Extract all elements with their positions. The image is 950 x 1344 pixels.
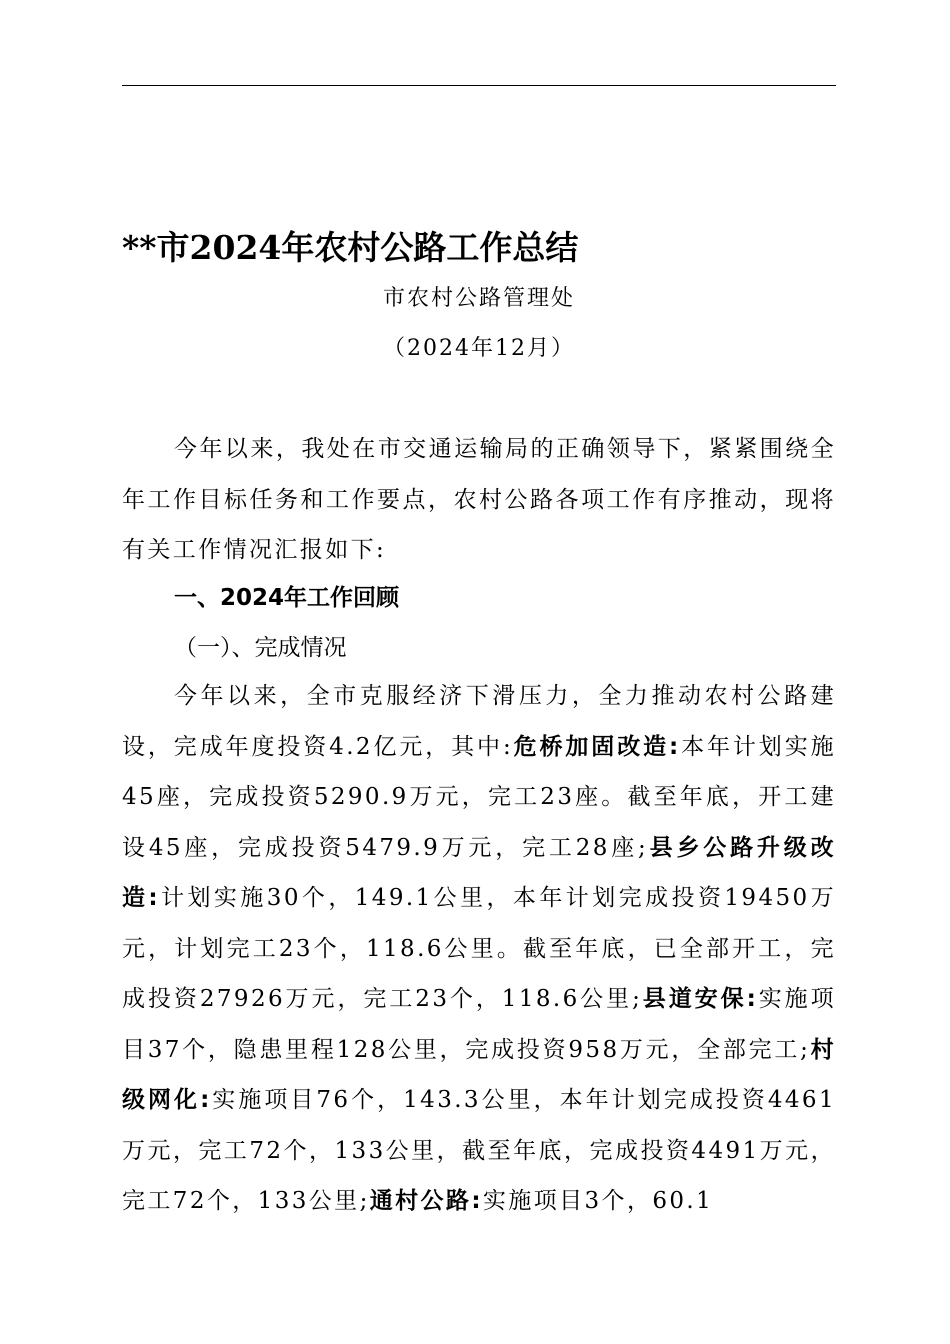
completion-paragraph <box>122 671 836 1227</box>
paragraph-text: 实施项目76个，143.3公里，本年计划完成投资4461万元，完工72个，133公里，截至年底，完成投资4491万元，完工72个，133公里; <box>122 1087 836 1214</box>
paragraph-text: 实施项目3个，60.1 <box>482 1188 714 1214</box>
section-heading: 一、2024年工作回顾 <box>174 585 400 611</box>
intro-paragraph: 今年以来，我处在市交通运输局的正确领导下，紧紧围绕全年工作目标任务和工作要点，农村公路各项工作有序推动，现将有关工作情况汇报如下: <box>122 436 836 563</box>
keyword-village-network: 村级网化: <box>122 1036 836 1113</box>
paragraph-text: 本年计划实施45座，完成投资5290.9万元，完工23座。截至年底，开工建设45座，完成投资5479.9万元，完工28座; <box>122 733 836 861</box>
paragraph-text: 计划实施30个，149.1公里，本年计划完成投资19450万元，计划完工23个，118.6公里。截至年底，已全部开工，完成投资27926万元，完工23个，118.6公里; <box>122 885 836 1012</box>
subsection-heading: （一）、完成情况 <box>174 635 347 661</box>
keyword-road-upgrade: 县乡公路升级改造: <box>122 834 836 911</box>
document-title: **市2024年农村公路工作总结 <box>122 228 579 267</box>
paragraph-text: 今年以来，全市克服经济下滑压力，全力推动农村公路建设，完成年度投资4.2亿元，其中: <box>122 683 836 760</box>
document-date: （2024年12月） <box>383 336 575 361</box>
author-organization: 市农村公路管理处 <box>382 286 575 311</box>
header-rule <box>122 85 836 86</box>
paragraph-text: 实施项目37个，隐患里程128公里，完成投资958万元，全部完工; <box>122 986 837 1063</box>
keyword-bridge-reinforcement: 危桥加固改造: <box>513 733 681 760</box>
keyword-village-access-road: 通村公路: <box>369 1188 483 1214</box>
keyword-county-road-safety: 县道安保: <box>642 986 759 1012</box>
